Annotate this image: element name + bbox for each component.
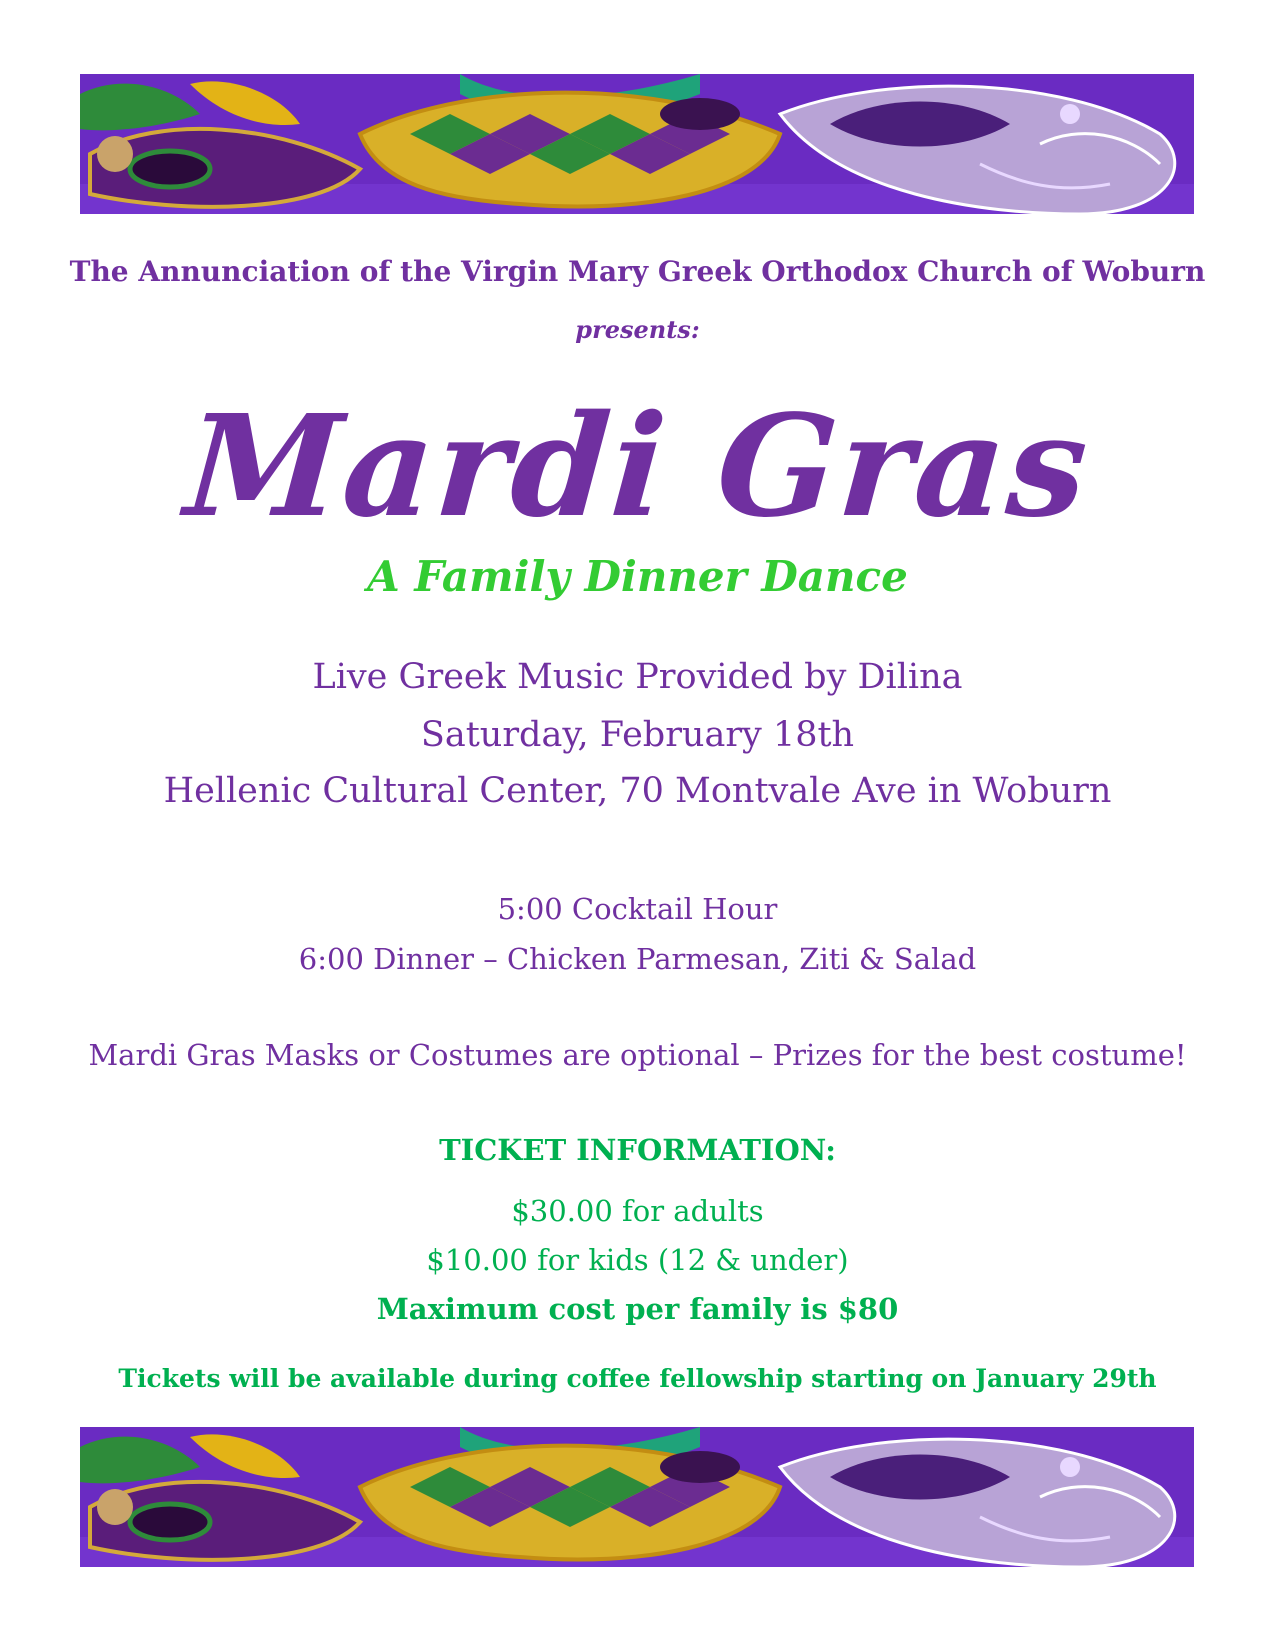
event-location: Hellenic Cultural Center, 70 Montvale Ave in Woburn	[163, 771, 1112, 811]
music-info: Live Greek Music Provided by Dilina	[312, 657, 963, 697]
family-max: Maximum cost per family is $80	[376, 1292, 899, 1326]
top-mask-banner	[80, 74, 1194, 214]
costume-note: Mardi Gras Masks or Costumes are optional – Prizes for the best costume!	[88, 1038, 1187, 1072]
event-title: Mardi Gras	[180, 385, 1095, 549]
mardi-gras-masks-image	[80, 1427, 1194, 1567]
bottom-mask-banner	[80, 1427, 1194, 1567]
kid-price: $10.00 for kids (12 & under)	[426, 1243, 849, 1277]
cocktail-hour: 5:00 Cocktail Hour	[497, 892, 778, 926]
mardi-gras-masks-image	[80, 74, 1194, 214]
adult-price: $30.00 for adults	[511, 1194, 764, 1228]
presents-text: presents:	[575, 315, 700, 344]
ticket-heading: TICKET INFORMATION:	[439, 1133, 836, 1167]
event-date: Saturday, February 18th	[420, 715, 855, 755]
ticket-availability: Tickets will be available during coffee fellowship starting on January 29th	[118, 1364, 1157, 1393]
organization-name: The Annunciation of the Virgin Mary Greek Orthodox Church of Woburn	[69, 255, 1206, 288]
dinner-menu: 6:00 Dinner – Chicken Parmesan, Ziti & Salad	[298, 942, 977, 976]
event-subtitle: A Family Dinner Dance	[367, 552, 908, 601]
